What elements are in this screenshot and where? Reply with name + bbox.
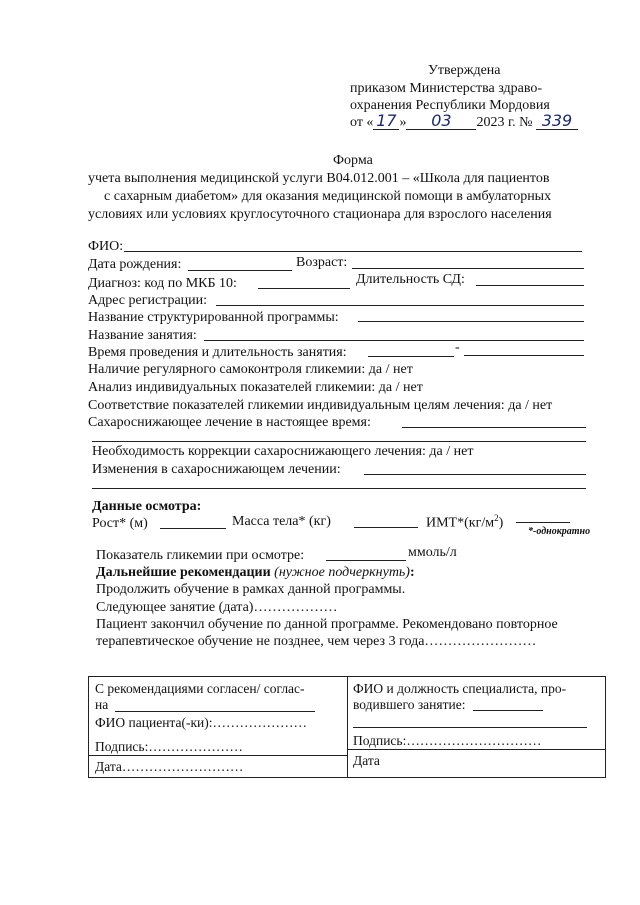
therapy-line-2 xyxy=(92,441,586,442)
duration-sd-label: Длительность СД: xyxy=(356,272,465,287)
order-line-2: охранения Республики Мордовия xyxy=(350,98,550,113)
form-subtitle-line-2: с сахарным диабетом» для оказания медицинской помощи в амбулаторных xyxy=(104,189,552,204)
specialist-underline xyxy=(473,710,543,711)
weight-label: Масса тела* (кг) xyxy=(232,514,331,529)
recommendation-continue: Продолжить обучение в рамках данной программы. xyxy=(96,582,406,597)
specialist-signature-label: Подпись:………………………… xyxy=(353,733,542,748)
weight-line xyxy=(354,527,418,528)
correction-question: Необходимость коррекции сахароснижающего лечения: да / нет xyxy=(92,444,474,459)
agreement-underline xyxy=(115,711,315,712)
changes-label: Изменения в сахароснижающем лечении: xyxy=(92,462,341,477)
date-prefix: от « xyxy=(350,115,374,130)
height-label: Рост* (м) xyxy=(92,516,148,531)
birth-line xyxy=(188,270,292,271)
lesson-label: Название занятия: xyxy=(88,328,197,343)
bmi-text: ИМТ*(кг/м xyxy=(426,515,495,531)
time-dash: - xyxy=(455,340,460,355)
time-line xyxy=(368,356,454,357)
recommendations-colon: : xyxy=(409,565,415,580)
patient-signature-label: Подпись:………………… xyxy=(95,739,243,754)
duration-line xyxy=(464,355,584,356)
lesson-line xyxy=(204,340,584,341)
order-line-1: приказом Министерства здраво- xyxy=(350,81,543,96)
patient-name-label: ФИО пациента(-ки):………………… xyxy=(95,715,307,730)
recommendation-repeat: терапевтическое обучение не позднее, чем через 3 года…………………… xyxy=(96,634,537,649)
order-date-line xyxy=(350,111,578,131)
recommendations-heading-line xyxy=(96,564,415,581)
specialist-underline-2 xyxy=(353,727,587,728)
bmi-sup: 2 xyxy=(494,513,499,523)
glycemia-line xyxy=(326,560,406,561)
analysis-question: Анализ индивидуальных показателей гликемии: да / нет xyxy=(88,380,423,395)
approved-label: Утверждена xyxy=(428,63,501,78)
specialist-date-label: Дата xyxy=(353,753,380,768)
age-line xyxy=(352,268,584,269)
glycemia-label: Показатель гликемии при осмотре: xyxy=(96,548,305,563)
bmi-line xyxy=(516,522,570,523)
order-number-handwritten: 339 xyxy=(536,115,578,130)
recommendation-next-lesson: Следующее занятие (дата)……………… xyxy=(96,600,338,615)
self-control-question: Наличие регулярного самоконтроля гликемии: да / нет xyxy=(88,362,413,377)
recommendations-heading: Дальнейшие рекомендации xyxy=(96,565,271,580)
program-label: Название структурированной программы: xyxy=(88,310,339,325)
therapy-label: Сахароснижающее лечение в настоящее время: xyxy=(88,415,371,430)
bmi-close: ) xyxy=(498,515,504,531)
left-row-line xyxy=(89,755,347,756)
time-duration-label: Время проведения и длительность занятия: xyxy=(88,345,347,360)
fio-label: ФИО: xyxy=(88,239,124,254)
agreement-line-1: С рекомендациями согласен/ соглас‑ xyxy=(95,681,305,696)
changes-line-2 xyxy=(92,488,586,489)
duration-sd-line xyxy=(476,285,584,286)
specialist-line-1: ФИО и должность специалиста, про- xyxy=(353,681,567,696)
height-line xyxy=(160,528,226,529)
compliance-question: Соответствие показателей гликемии индивидуальным целям лечения: да / нет xyxy=(88,398,553,413)
specialist-line-2: водившего занятие: xyxy=(353,697,466,712)
signature-table xyxy=(88,676,606,778)
form-title: Форма xyxy=(333,153,373,168)
table-divider xyxy=(347,677,348,777)
diagnosis-line xyxy=(258,288,350,289)
fio-line xyxy=(124,251,582,252)
exam-heading: Данные осмотра: xyxy=(92,499,202,514)
birth-label: Дата рождения: xyxy=(88,257,182,272)
program-line xyxy=(358,321,584,322)
date-day-handwritten: 17 xyxy=(373,115,399,130)
form-subtitle-line-1: учета выполнения медицинской услуги B04.012.001 – «Школа для пациентов xyxy=(88,171,550,186)
recommendation-finished: Пациент закончил обучение по данной программе. Рекомендовано повторное xyxy=(96,617,558,632)
date-year: 2023 г. № xyxy=(476,115,533,130)
therapy-line xyxy=(402,427,586,428)
address-label: Адрес регистрации: xyxy=(88,293,208,308)
age-label: Возраст: xyxy=(296,255,348,270)
form-subtitle-line-3: условиях или условиях круглосуточного стационара для взрослого населения xyxy=(88,207,552,222)
changes-line xyxy=(364,474,586,475)
date-mid: » xyxy=(399,115,407,130)
bmi-label xyxy=(426,510,503,532)
recommendations-note: (нужное подчеркнуть) xyxy=(274,565,410,580)
glycemia-unit: ммоль/л xyxy=(408,545,457,560)
agreement-line-2: на xyxy=(95,697,109,712)
once-note: *-однократно xyxy=(528,526,591,537)
diagnosis-label: Диагноз: код по МКБ 10: xyxy=(88,276,237,291)
patient-date-label: Дата……………………… xyxy=(95,759,244,774)
address-line xyxy=(216,305,584,306)
date-month-handwritten: 03 xyxy=(406,115,476,130)
right-row-line xyxy=(347,749,605,750)
